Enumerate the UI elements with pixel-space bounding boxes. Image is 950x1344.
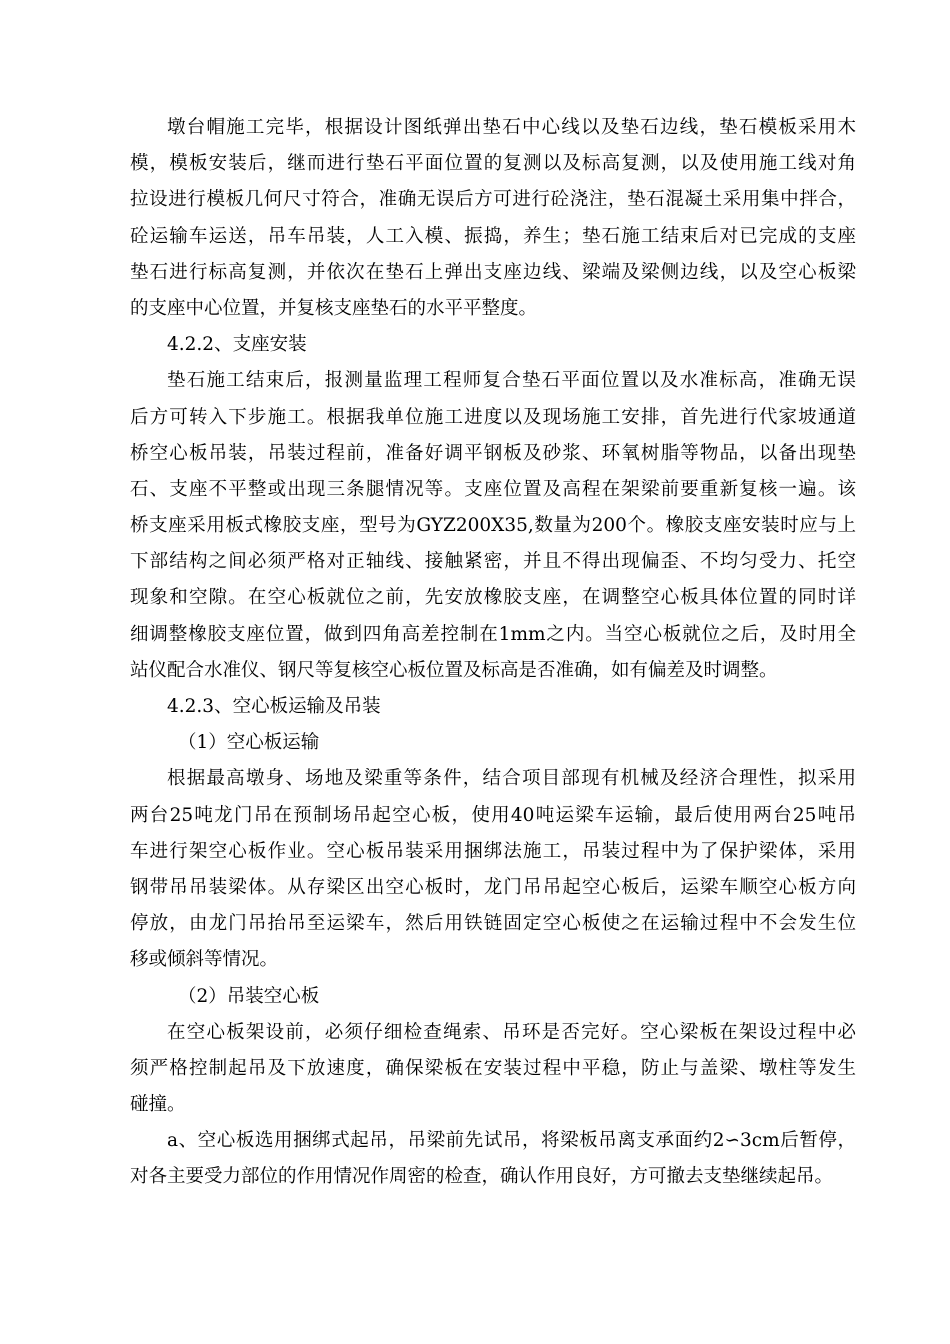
paragraph-bearing-pad-stone xyxy=(130,110,856,327)
text-line: 根据最高墩身、场地及梁重等条件，结合项目部现有机械及经济合理性，拟采用 xyxy=(167,768,856,790)
text-line: 后方可转入下步施工。根据我单位施工进度以及现场施工安排，首先进行代家坡通道 xyxy=(130,406,856,428)
text-line: 桥空心板吊装，吊装过程前，准备好调平钢板及砂浆、环氧树脂等物品，以备出现垫 xyxy=(130,442,856,464)
paragraph-hoisting xyxy=(130,1015,856,1124)
text-line: 模，模板安装后，继而进行垫石平面位置的复测以及标高复测，以及使用施工线对角 xyxy=(130,153,856,175)
text-line: 在空心板架设前，必须仔细检查绳索、吊环是否完好。空心梁板在架设过程中必 xyxy=(167,1021,856,1043)
section-heading-4-2-3: 4.2.3、空心板运输及吊装 xyxy=(167,696,381,717)
text-line: 车进行架空心板作业。空心板吊装采用捆绑法施工，吊装过程中为了保护梁体，采用 xyxy=(130,840,856,862)
text-line: a、空心板选用捆绑式起吊，吊梁前先试吊，将梁板吊离支承面约2∽3cm后暂停， xyxy=(167,1130,856,1152)
text-line: 现象和空隙。在空心板就位之前，先安放橡胶支座，在调整空心板具体位置的同时详 xyxy=(130,587,856,609)
document-body xyxy=(130,110,856,1196)
text-line: 垫石施工结束后，报测量监理工程师复合垫石平面位置以及水准标高，准确无误 xyxy=(167,370,856,392)
text-line: 拉设进行模板几何尺寸符合，准确无误后方可进行砼浇注，垫石混凝土采用集中拌合， xyxy=(130,189,856,211)
text-line: 须严格控制起吊及下放速度，确保梁板在安装过程中平稳，防止与盖梁、墩柱等发生 xyxy=(130,1057,856,1079)
text-line: 站仪配合水准仪、钢尺等复核空心板位置及标高是否准确，如有偏差及时调整。 xyxy=(130,659,778,681)
text-line: 墩台帽施工完毕，根据设计图纸弹出垫石中心线以及垫石边线，垫石模板采用木 xyxy=(167,117,856,138)
text-line: 移或倾斜等情况。 xyxy=(130,949,279,971)
text-line: 的支座中心位置，并复核支座垫石的水平平整度。 xyxy=(130,297,538,319)
subheading-hoisting: （2）吊装空心板 xyxy=(178,985,320,1007)
text-line: 下部结构之间必须严格对正轴线、接触紧密，并且不得出现偏歪、不均匀受力、托空 xyxy=(130,551,856,573)
paragraph-transport xyxy=(130,761,856,978)
text-line: 对各主要受力部位的作用情况作周密的检查，确认作用良好，方可撤去支垫继续起吊。 xyxy=(130,1166,834,1188)
subheading-transport: （1）空心板运输 xyxy=(178,732,320,754)
text-line: 垫石进行标高复测，并依次在垫石上弹出支座边线、梁端及梁侧边线，以及空心板梁 xyxy=(130,261,856,283)
text-line: 钢带吊吊装梁体。从存梁区出空心板时，龙门吊吊起空心板后，运梁车顺空心板方向 xyxy=(130,876,856,898)
text-line: 细调整橡胶支座位置，做到四角高差控制在1mm之内。当空心板就位之后，及时用全 xyxy=(130,623,856,645)
text-line: 停放，由龙门吊抬吊至运梁车，然后用铁链固定空心板使之在运输过程中不会发生位 xyxy=(130,913,856,935)
paragraph-bearing-installation xyxy=(130,363,856,689)
text-line: 两台25吨龙门吊在预制场吊起空心板，使用40吨运梁车运输，最后使用两台25吨吊 xyxy=(130,804,856,826)
text-line: 桥支座采用板式橡胶支座，型号为GYZ200X35,数量为200个。橡胶支座安装时应与上 xyxy=(130,515,856,537)
text-line: 碰撞。 xyxy=(130,1094,186,1116)
section-heading-4-2-2: 4.2.2、支座安装 xyxy=(167,334,307,356)
paragraph-item-a xyxy=(130,1123,856,1195)
text-line: 砼运输车运送，吊车吊装，人工入模、振捣，养生；垫石施工结束后对已完成的支座 xyxy=(130,225,856,247)
text-line: 石、支座不平整或出现三条腿情况等。支座位置及高程在架梁前要重新复核一遍。该 xyxy=(130,478,856,500)
